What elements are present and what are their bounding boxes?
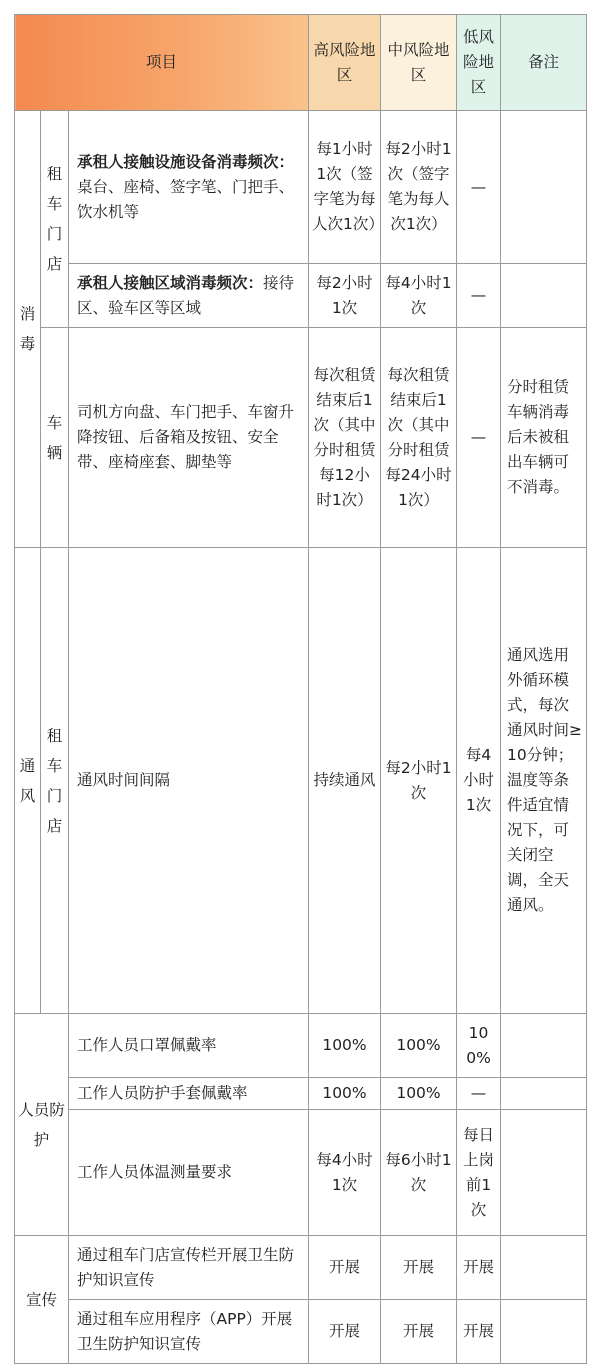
item-bold-label: 承租人接触区域消毒频次： bbox=[77, 273, 264, 292]
cell-remark bbox=[501, 1236, 587, 1300]
item-ventilate-interval: 通风时间间隔 bbox=[69, 548, 309, 1014]
table-row bbox=[15, 1300, 587, 1364]
cell-remark bbox=[501, 111, 587, 264]
cell-mid: 开展 bbox=[381, 1300, 457, 1364]
cell-high: 100% bbox=[309, 1078, 381, 1110]
epidemic-measures-table bbox=[14, 14, 587, 1364]
sub-rental-store: 租车门店 bbox=[41, 111, 69, 328]
cell-high: 每次租赁结束后1次（其中分时租赁每12小时1次） bbox=[309, 328, 381, 548]
group-publicity: 宣传 bbox=[15, 1236, 69, 1364]
cell-high: 持续通风 bbox=[309, 548, 381, 1014]
cell-mid: 每2小时1次 bbox=[381, 548, 457, 1014]
cell-low: 每4小时1次 bbox=[457, 548, 501, 1014]
item-temperature: 工作人员体温测量要求 bbox=[69, 1110, 309, 1236]
table-row bbox=[15, 1110, 587, 1236]
cell-low: 100% bbox=[457, 1014, 501, 1078]
cell-mid: 每次租赁结束后1次（其中分时租赁每24小时1次） bbox=[381, 328, 457, 548]
item-vehicle-disinfect: 司机方向盘、车门把手、车窗升降按钮、后备箱及按钮、安全带、座椅座套、脚垫等 bbox=[69, 328, 309, 548]
item-text: 接待区、验车区等区域 bbox=[77, 273, 295, 317]
cell-remark bbox=[501, 1014, 587, 1078]
cell-low: 开展 bbox=[457, 1236, 501, 1300]
cell-high: 每2小时1次 bbox=[309, 264, 381, 328]
cell-low: — bbox=[457, 111, 501, 264]
cell-mid: 每4小时1次 bbox=[381, 264, 457, 328]
cell-mid: 100% bbox=[381, 1078, 457, 1110]
item-bold-label: 承租人接触设施设备消毒频次： bbox=[77, 152, 295, 171]
table-row bbox=[15, 1078, 587, 1110]
item-glove-rate: 工作人员防护手套佩戴率 bbox=[69, 1078, 309, 1110]
cell-mid: 每2小时1次（签字笔为每人次1次） bbox=[381, 111, 457, 264]
header-mid-risk: 中风险地区 bbox=[381, 15, 457, 111]
cell-remark bbox=[501, 1110, 587, 1236]
cell-low: — bbox=[457, 1078, 501, 1110]
item-area-disinfect bbox=[69, 264, 309, 328]
cell-remark bbox=[501, 1300, 587, 1364]
cell-remark: 分时租赁车辆消毒后未被租出车辆可不消毒。 bbox=[501, 328, 587, 548]
header-row bbox=[15, 15, 587, 111]
header-high-risk: 高风险地区 bbox=[309, 15, 381, 111]
cell-low: — bbox=[457, 264, 501, 328]
table-row bbox=[15, 264, 587, 328]
cell-high: 开展 bbox=[309, 1236, 381, 1300]
group-disinfect: 消毒 bbox=[15, 111, 41, 548]
item-text: 桌台、座椅、签字笔、门把手、饮水机等 bbox=[77, 177, 295, 221]
group-ventilate: 通风 bbox=[15, 548, 41, 1014]
cell-remark bbox=[501, 264, 587, 328]
cell-high: 每1小时1次（签字笔为每人次1次） bbox=[309, 111, 381, 264]
table-row bbox=[15, 111, 587, 264]
header-low-risk: 低风险地区 bbox=[457, 15, 501, 111]
cell-high: 每4小时1次 bbox=[309, 1110, 381, 1236]
header-remark: 备注 bbox=[501, 15, 587, 111]
group-protection: 人员防护 bbox=[15, 1014, 69, 1236]
header-item: 项目 bbox=[15, 15, 309, 111]
cell-low: — bbox=[457, 328, 501, 548]
sub-rental-store: 租车门店 bbox=[41, 548, 69, 1014]
cell-remark bbox=[501, 1078, 587, 1110]
table-row bbox=[15, 1014, 587, 1078]
sub-vehicle: 车辆 bbox=[41, 328, 69, 548]
cell-mid: 100% bbox=[381, 1014, 457, 1078]
item-mask-rate: 工作人员口罩佩戴率 bbox=[69, 1014, 309, 1078]
table-row bbox=[15, 548, 587, 1014]
cell-low: 每日上岗前1次 bbox=[457, 1110, 501, 1236]
cell-remark: 通风选用外循环模式，每次通风时间≥10分钟；温度等条件适宜情况下，可关闭空调，全天通风。 bbox=[501, 548, 587, 1014]
table-row bbox=[15, 328, 587, 548]
cell-high: 100% bbox=[309, 1014, 381, 1078]
item-app: 通过租车应用程序（APP）开展卫生防护知识宣传 bbox=[69, 1300, 309, 1364]
cell-low: 开展 bbox=[457, 1300, 501, 1364]
cell-mid: 每6小时1次 bbox=[381, 1110, 457, 1236]
cell-high: 开展 bbox=[309, 1300, 381, 1364]
item-facility-disinfect bbox=[69, 111, 309, 264]
table-row bbox=[15, 1236, 587, 1300]
cell-mid: 开展 bbox=[381, 1236, 457, 1300]
item-store-board: 通过租车门店宣传栏开展卫生防护知识宣传 bbox=[69, 1236, 309, 1300]
